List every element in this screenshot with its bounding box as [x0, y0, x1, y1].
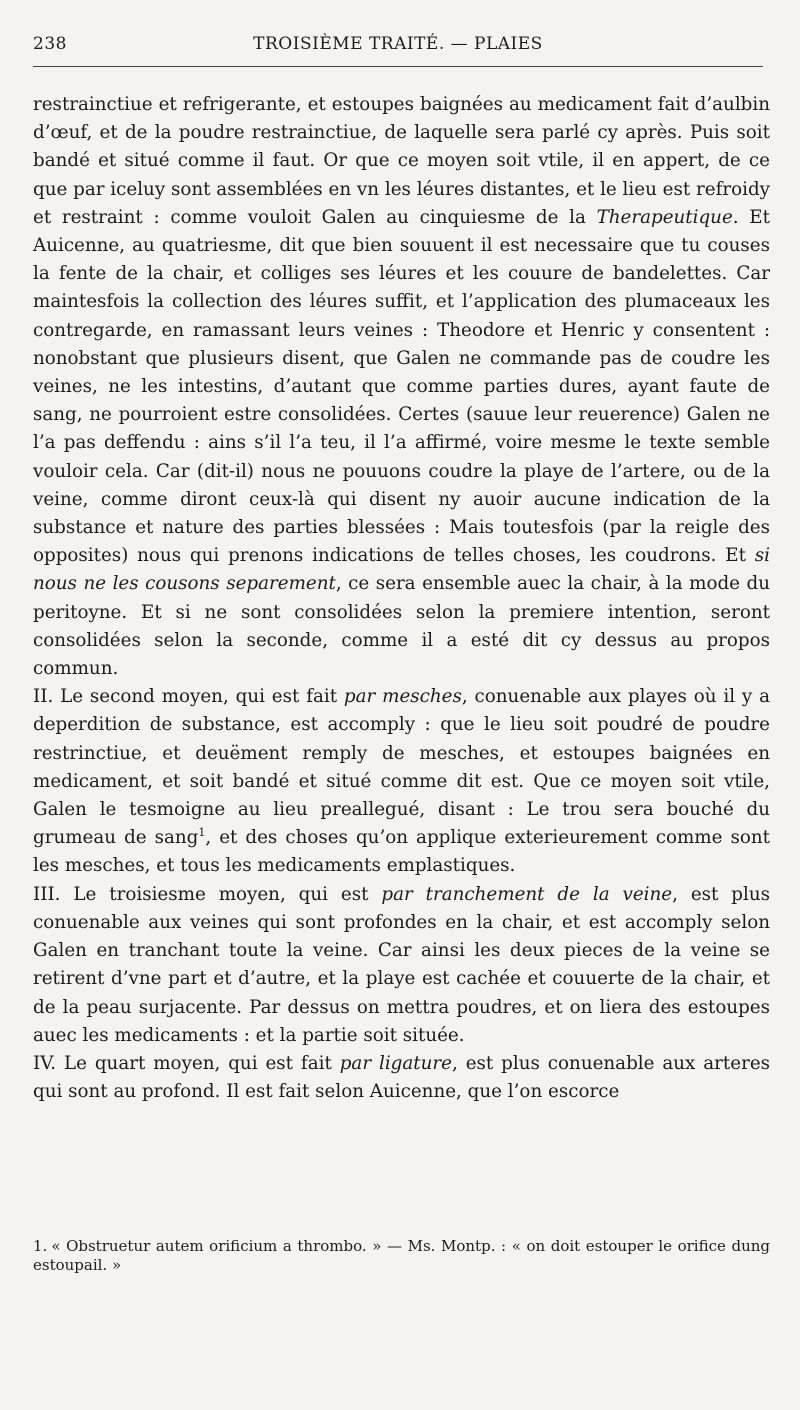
paragraph-2: II. Le second moyen, qui est fait par mesches, conuenable aux playes où il y a deperdition de substance, est accomply : que le lieu soit poudré de poudre restrinctiue, et deuëment remply de mesches, et estoupes baignées en medicament, et soit bandé et situé comme dit est. Que ce moyen soit vtile, Galen le tesmoigne au lieu preallegué, disant : Le trou sera bouché du grumeau de sang$^1$, et des choses qu’on applique exterieurement comme sont les mesches, et tous les medicaments emplastiques.	[33, 686, 770, 877]
italic-phrase: par ligature	[339, 1052, 452, 1074]
header-rule	[33, 66, 763, 67]
footnote-text: « Obstruetur autem orificium a thrombo. » — Ms. Montp. : « on doit estouper le orifice dung estoupail. »	[33, 1237, 770, 1274]
paragraph-1: restrainctiue et refrigerante, et estoupes baignées au medicament fait d’aulbin d’œuf, et de la poudre restrainctiue, de laquelle sera parlé cy après. Puis soit bandé et situé comme il faut. Or que ce moyen soit vtile, il en appert, de ce que par iceluy sont assemblées en vn les léures distantes, et le lieu est refroidy et restraint : comme vouloit Galen au cinquiesme de la Therapeutique. Et Auicenne, au quatriesme, dit que bien souuent il est necessaire que tu couses la fente de la chair, et colliges ses léures et les couure de bandelettes. Car maintesfois la collection des léures suffit, et l’application des plumaceaux les contregarde, en ramassant leurs veines : Theodore et Henric y consentent : nonobstant que plusieurs disent, que Galen ne commande pas de coudre les veines, ne les intestins, d’autant que comme parties dures, ayant faute de sang, ne pourroient estre consolidées. Certes (sauue leur reuerence) Galen ne l’a pas deffendu : ains s’il l’a teu, il l’a affirmé, voire mesme le texte semble vouloir cela. Car (dit-il) nous ne pouuons coudre la playe de l’artere, ou de la veine, comme diront ceux-là qui disent ny auoir aucune indication de la substance et nature des parties blessées : Mais toutesfois (par la reigle des opposites) nous qui prenons indications de telles choses, les coudrons. Et si nous ne les cousons separement, ce sera ensemble auec la chair, à la mode du peritoyne. Et si ne sont consolidées selon la premiere intention, seront consolidées selon la seconde, comme il a esté dit cy dessus au propos commun.	[33, 94, 770, 680]
footnote	[33, 1237, 770, 1275]
paragraph-3: III. Le troisiesme moyen, qui est par tranchement de la veine, est plus conuenable aux veines qui sont profondes en la chair, et est accomply selon Galen en tranchant toute la veine. Car ainsi les deux pieces de la veine se retirent d’vne part et d’autre, et la playe est cachée et couuerte de la chair, et de la peau surjacente. Par dessus on mettra poudres, et on liera des estoupes auec les medicaments : et la partie soit située.	[33, 883, 771, 1046]
italic-phrase: par mesches	[343, 686, 462, 708]
italic-phrase: si nous ne les cousons separement	[33, 545, 770, 595]
main-text	[33, 91, 770, 1106]
page-number: 238	[33, 34, 67, 54]
italic-title: Therapeutique	[596, 206, 733, 228]
footnote-reference[interactable]: 1	[198, 826, 206, 840]
running-header	[33, 32, 763, 58]
italic-phrase: par tranchement de la veine	[381, 883, 673, 905]
running-title: TROISIÈME TRAITÉ. — PLAIES	[253, 34, 543, 54]
paragraph-4: IV. Le quart moyen, qui est fait par ligature, est plus conuenable aux arteres qui sont au profond. Il est fait selon Auicenne, que l’on escorce	[33, 1052, 771, 1103]
footnote-number: 1.	[33, 1237, 48, 1255]
